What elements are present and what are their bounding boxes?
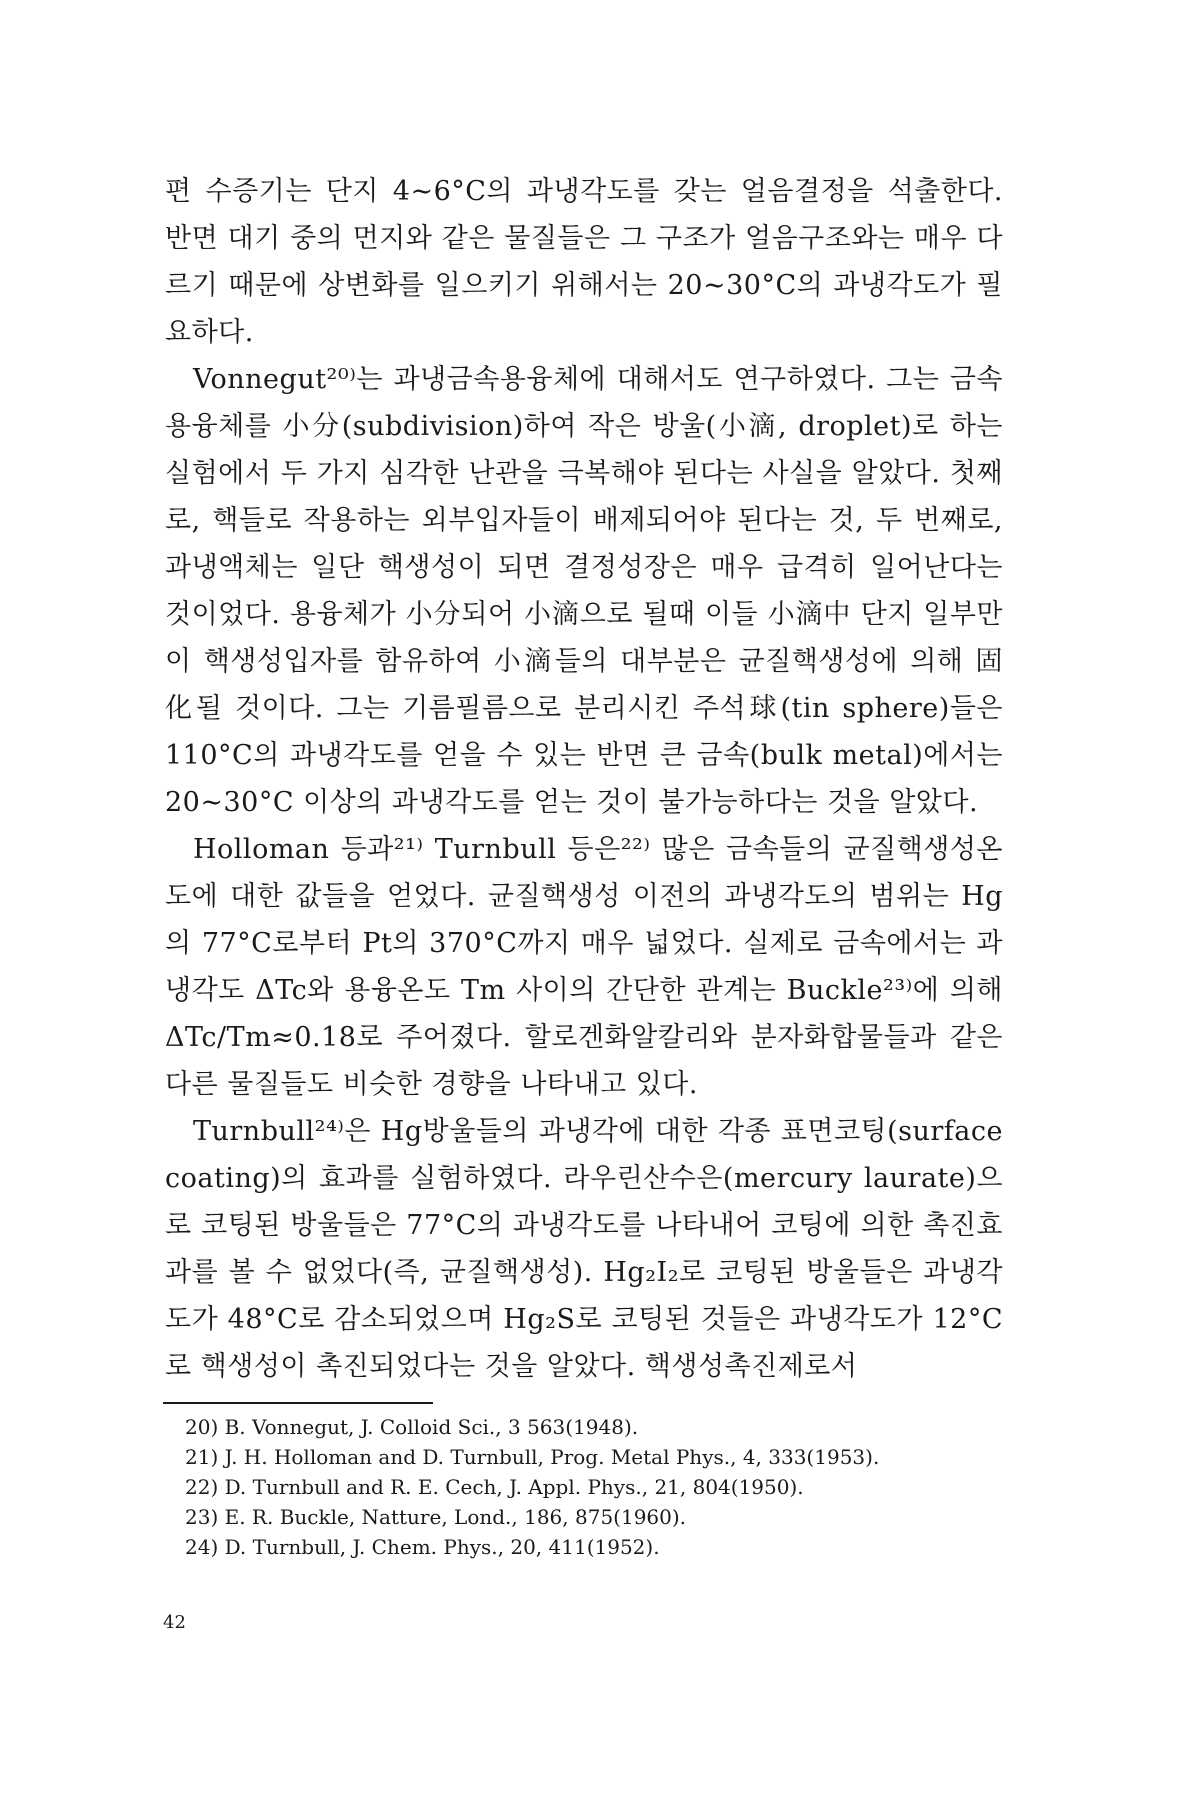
paragraph-1: 편 수증기는 단지 4∼6°C의 과냉각도를 갖는 얼음결정을 석출한다. 반면 대기 중의 먼지와 같은 물질들은 그 구조가 얼음구조와는 매우 다르기 때문에 상변화를 일으키기 위해서는 20∼30°C의 과냉각도가 필요하다. xyxy=(165,176,1003,348)
paragraph-2: Vonnegut²⁰⁾는 과냉금속용융체에 대해서도 연구하였다. 그는 금속용융체를 小分(subdivision)하여 작은 방울(小滴, droplet)로 하는 실험에서 두 가지 심각한 난관을 극복해야 된다는 사실을 알았다. 첫째로, 핵들로 작용하는 외부입자들이 배제되어야 된다는 것, 두 번째로, 과냉액체는 일단 핵생성이 되면 결정성장은 매우 급격히 일어난다는 것이었다. 용융체가 小分되어 小滴으로 될때 이들 小滴中 단지 일부만이 핵생성입자를 함유하여 小滴들의 대부분은 균질핵생성에 의해 固化될 것이다. 그는 기름필름으로 분리시킨 주석球(tin sphere)들은 110°C의 과냉각도를 얻을 수 있는 반면 큰 금속(bulk metal)에서는 20∼30°C 이상의 과냉각도를 얻는 것이 불가능하다는 것을 알았다. xyxy=(165,364,1003,818)
footnotes xyxy=(185,1412,1005,1562)
footnote-22: 22) D. Turnbull and R. E. Cech, J. Appl. Phys., 21, 804(1950). xyxy=(185,1475,804,1499)
footnote-20: 20) B. Vonnegut, J. Colloid Sci., 3 563(1948). xyxy=(185,1415,639,1439)
footnote-21: 21) J. H. Holloman and D. Turnbull, Prog. Metal Phys., 4, 333(1953). xyxy=(185,1445,880,1469)
footnote-24: 24) D. Turnbull, J. Chem. Phys., 20, 411(1952). xyxy=(185,1535,660,1559)
body-text xyxy=(165,168,1003,1390)
paragraph-4: Turnbull²⁴⁾은 Hg방울들의 과냉각에 대한 각종 표면코팅(surface coating)의 효과를 실험하였다. 라우린산수은(mercury laurate)으로 코팅된 방울들은 77°C의 과냉각도를 나타내어 코팅에 의한 촉진효과를 볼 수 없었다(즉, 균질핵생성). Hg₂I₂로 코팅된 방울들은 과냉각도가 48°C로 감소되었으며 Hg₂S로 코팅된 것들은 과냉각도가 12°C로 핵생성이 촉진되었다는 것을 알았다. 핵생성촉진제로서 xyxy=(165,1116,1003,1382)
footnote-divider xyxy=(163,1402,433,1404)
footnote-23: 23) E. R. Buckle, Natture, Lond., 186, 875(1960). xyxy=(185,1505,687,1529)
paragraph-3: Holloman 등과²¹⁾ Turnbull 등은²²⁾ 많은 금속들의 균질핵생성온도에 대한 값들을 얻었다. 균질핵생성 이전의 과냉각도의 범위는 Hg의 77°C로부터 Pt의 370°C까지 매우 넓었다. 실제로 금속에서는 과냉각도 ΔTc와 용융온도 Tm 사이의 간단한 관계는 Buckle²³⁾에 의해 ΔTc/Tm≈0.18로 주어졌다. 할로겐화알칼리와 분자화합물들과 같은 다른 물질들도 비슷한 경향을 나타내고 있다. xyxy=(165,834,1003,1100)
page-number: 42 xyxy=(163,1612,186,1633)
